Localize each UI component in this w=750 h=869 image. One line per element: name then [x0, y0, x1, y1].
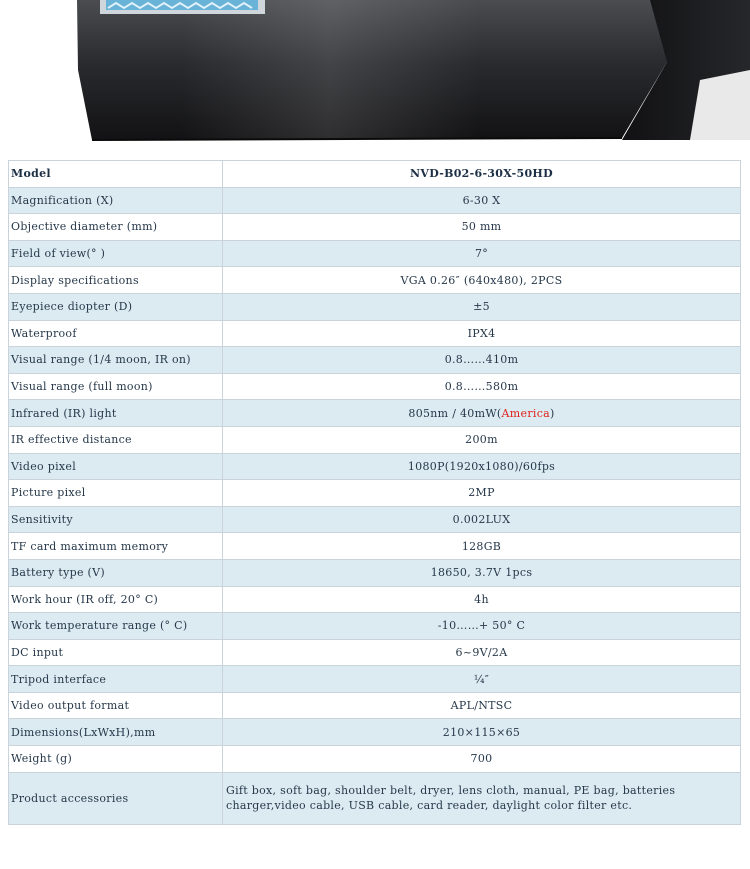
spec-label: Field of view(° ) — [9, 240, 223, 267]
ir-value-prefix: 805nm / 40mW( — [408, 406, 502, 420]
spec-value — [223, 772, 741, 824]
spec-value: ±5 — [223, 293, 741, 320]
table-row — [9, 426, 741, 453]
spec-label: Eyepiece diopter (D) — [9, 293, 223, 320]
spec-label: Tripod interface — [9, 666, 223, 693]
table-row — [9, 347, 741, 374]
table-row — [9, 267, 741, 294]
spec-value: IPX4 — [223, 320, 741, 347]
spec-value: 200m — [223, 426, 741, 453]
spec-value: 1080P(1920x1080)/60fps — [223, 453, 741, 480]
table-row — [9, 559, 741, 586]
spec-value: 4h — [223, 586, 741, 613]
spec-value: 700 — [223, 746, 741, 773]
product-box-photo — [0, 0, 750, 150]
table-row — [9, 373, 741, 400]
table-row — [9, 692, 741, 719]
spec-label: Sensitivity — [9, 506, 223, 533]
table-row — [9, 214, 741, 241]
spec-label: Video pixel — [9, 453, 223, 480]
table-row — [9, 187, 741, 214]
spec-value: 2MP — [223, 480, 741, 507]
spec-label: Work hour (IR off, 20° C) — [9, 586, 223, 613]
spec-label: Product accessories — [9, 772, 223, 824]
spec-value: 210×115×65 — [223, 719, 741, 746]
spec-value: 0.002LUX — [223, 506, 741, 533]
accessories-line-1: Gift box, soft bag, shoulder belt, dryer, lens cloth, manual, PE bag, batteries — [226, 784, 676, 798]
ir-region-highlight: America — [501, 406, 551, 420]
table-row — [9, 533, 741, 560]
spec-value: 50 mm — [223, 214, 741, 241]
spec-label: Visual range (1/4 moon, IR on) — [9, 347, 223, 374]
table-row — [9, 666, 741, 693]
spec-label: Magnification (X) — [9, 187, 223, 214]
spec-label: Visual range (full moon) — [9, 373, 223, 400]
spec-value: VGA 0.26″ (640x480), 2PCS — [223, 267, 741, 294]
table-row — [9, 746, 741, 773]
table-row — [9, 719, 741, 746]
spec-label: Infrared (IR) light — [9, 400, 223, 427]
spec-value: 7° — [223, 240, 741, 267]
spec-table — [8, 160, 741, 825]
spec-value: 6-30 X — [223, 187, 741, 214]
table-row — [9, 293, 741, 320]
spec-value: 128GB — [223, 533, 741, 560]
spec-value: APL/NTSC — [223, 692, 741, 719]
table-row-accessories — [9, 772, 741, 824]
spec-label: Weight (g) — [9, 746, 223, 773]
spec-label: Display specifications — [9, 267, 223, 294]
accessories-line-2: charger,video cable, USB cable, card reader, daylight color filter etc. — [226, 799, 633, 813]
table-row — [9, 453, 741, 480]
spec-value: 0.8……410m — [223, 347, 741, 374]
spec-label: Model — [9, 161, 223, 188]
spec-value — [223, 400, 741, 427]
spec-label: Waterproof — [9, 320, 223, 347]
spec-label: Objective diameter (mm) — [9, 214, 223, 241]
table-row — [9, 639, 741, 666]
spec-label: Work temperature range (° C) — [9, 613, 223, 640]
table-row — [9, 586, 741, 613]
table-row — [9, 320, 741, 347]
spec-value: NVD-B02-6-30X-50HD — [223, 161, 741, 188]
spec-label: DC input — [9, 639, 223, 666]
spec-label: IR effective distance — [9, 426, 223, 453]
spec-label: Picture pixel — [9, 480, 223, 507]
spec-value: 0.8……580m — [223, 373, 741, 400]
spec-value: ¼″ — [223, 666, 741, 693]
table-row — [9, 240, 741, 267]
table-row — [9, 480, 741, 507]
spec-value: 6~9V/2A — [223, 639, 741, 666]
spec-label: Video output format — [9, 692, 223, 719]
spec-value: -10……+ 50° C — [223, 613, 741, 640]
table-row — [9, 400, 741, 427]
spec-label: TF card maximum memory — [9, 533, 223, 560]
ir-value-suffix: ) — [550, 406, 555, 420]
table-row-model — [9, 161, 741, 188]
spec-label: Dimensions(LxWxH),mm — [9, 719, 223, 746]
table-row — [9, 506, 741, 533]
spec-label: Battery type (V) — [9, 559, 223, 586]
spec-value: 18650, 3.7V 1pcs — [223, 559, 741, 586]
table-row — [9, 613, 741, 640]
